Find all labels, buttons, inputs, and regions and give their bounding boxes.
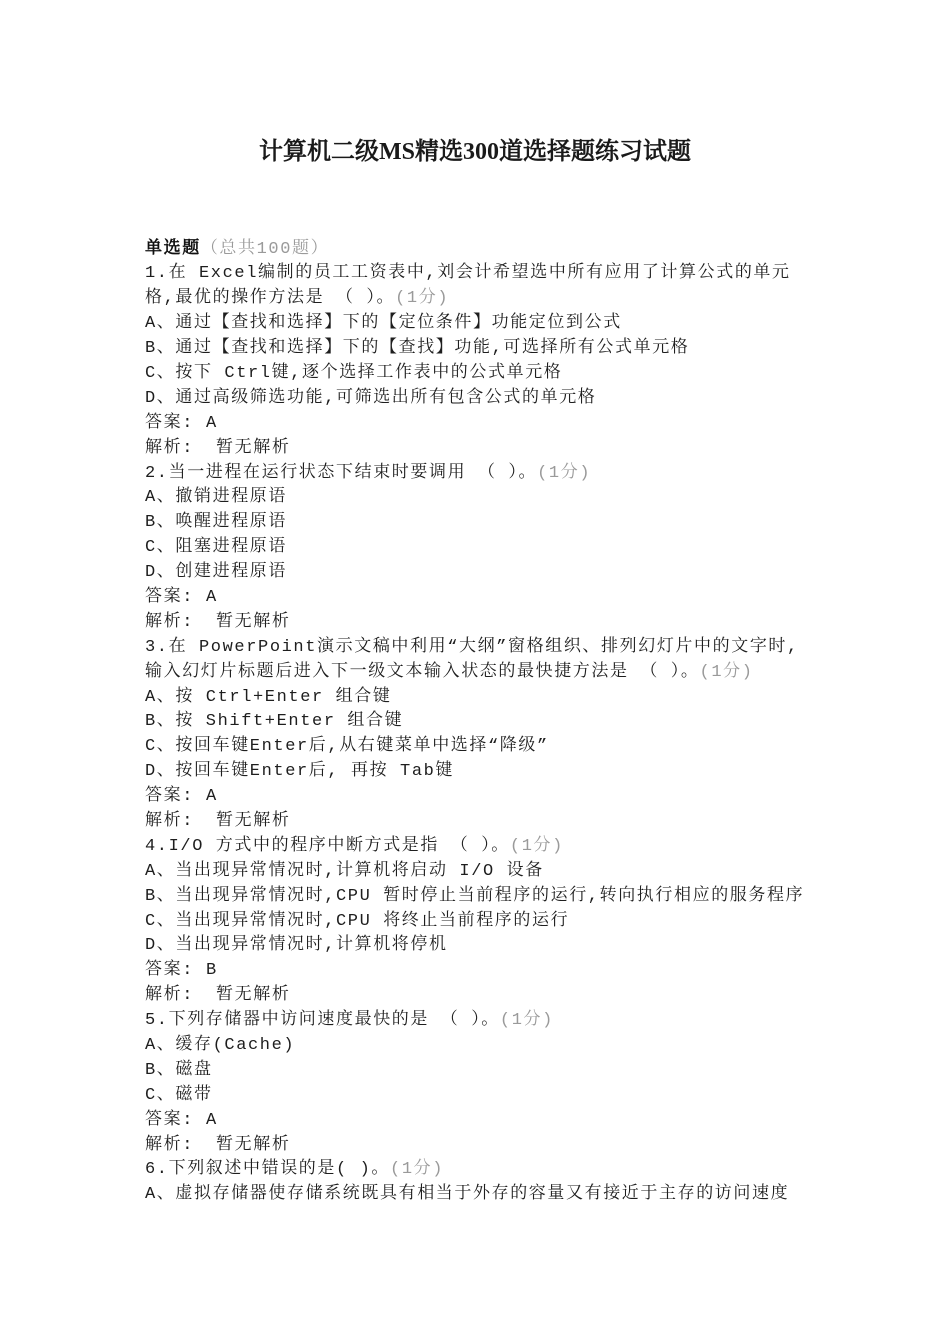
question-2-option-b: B、唤醒进程原语	[145, 513, 288, 533]
question-6-option-a: A、虚拟存储器使存储系统既具有相当于外存的容量又有接近于主存的访问速度	[145, 1185, 790, 1205]
question-score: (1分)	[537, 463, 592, 483]
question-2-option-d: D、创建进程原语	[145, 563, 288, 583]
question-5-option-b: B、磁盘	[145, 1060, 213, 1080]
question-list	[145, 238, 935, 1209]
analysis-label: 解析:	[145, 811, 195, 831]
question-4-analysis-line	[145, 984, 935, 1009]
question-2-option-a: A、撤销进程原语	[145, 488, 288, 508]
answer-label: 答案:	[145, 787, 195, 807]
answer-label: 答案:	[145, 587, 195, 607]
question-4-stem-line	[145, 835, 935, 860]
question-score: (1分)	[509, 836, 564, 856]
question-3-stem-line	[145, 661, 935, 686]
question-3-stem-line	[145, 636, 935, 661]
question-1-option-a: A、通过【查找和选择】下的【定位条件】功能定位到公式	[145, 314, 622, 334]
question-5-option-c: C、磁带	[145, 1085, 213, 1105]
question-3-analysis-line	[145, 810, 935, 835]
question-1-analysis-line	[145, 437, 935, 462]
question-1-stem-line	[145, 262, 935, 287]
question-4-option-b: B、当出现异常情况时,CPU 暂时停止当前程序的运行,转向执行相应的服务程序	[145, 886, 805, 906]
answer-label: 答案:	[145, 413, 195, 433]
answer-value: A	[206, 787, 218, 807]
question-4-option-a: A、当出现异常情况时,计算机将启动 I/O 设备	[145, 861, 544, 881]
question-5-option-a: A、缓存(Cache)	[145, 1036, 296, 1055]
question-4-option-d: D、当出现异常情况时,计算机将停机	[145, 936, 448, 956]
question-stem-text: 6.下列叙述中错误的是( )。	[145, 1160, 391, 1180]
question-2-answer-line	[145, 586, 935, 611]
question-2-stem-line	[145, 462, 935, 487]
question-6-stem-line	[145, 1158, 935, 1183]
section-count-note: （总共100题）	[200, 239, 330, 259]
answer-value: B	[206, 961, 218, 981]
question-5-stem-line	[145, 1009, 935, 1034]
answer-value: A	[206, 413, 218, 433]
section-label: 单选题	[145, 239, 201, 259]
question-1-option-d: D、通过高级筛选功能,可筛选出所有包含公式的单元格	[145, 388, 597, 408]
question-stem-text: 格,最优的操作方法是 （ ）。	[145, 289, 396, 309]
question-5-answer-line	[145, 1109, 935, 1134]
question-2-analysis-line	[145, 611, 935, 636]
analysis-text: 暂无解析	[216, 438, 291, 458]
question-3-option-c: C、按回车键Enter后,从右键菜单中选择“降级”	[145, 737, 549, 757]
question-4-answer-line	[145, 959, 935, 984]
document-title: 计算机二级MS精选300道选择题练习试题	[259, 139, 691, 165]
question-score: (1分)	[699, 662, 754, 682]
question-score: (1分)	[395, 289, 450, 309]
analysis-label: 解析:	[145, 612, 195, 632]
answer-value: A	[206, 587, 218, 607]
question-4-option-c: C、当出现异常情况时,CPU 将终止当前程序的运行	[145, 911, 570, 931]
question-5-analysis-line	[145, 1134, 935, 1159]
question-stem-text: 5.下列存储器中访问速度最快的是 （ ）。	[145, 1011, 500, 1031]
section-header	[145, 238, 935, 263]
question-3-option-d: D、按回车键Enter后, 再按 Tab键	[145, 762, 455, 782]
question-1-stem-line	[145, 287, 935, 312]
question-3-option-a: A、按 Ctrl+Enter 组合键	[145, 687, 392, 707]
question-score: (1分)	[390, 1160, 445, 1180]
analysis-label: 解析:	[145, 986, 195, 1006]
question-1-option-b: B、通过【查找和选择】下的【查找】功能,可选择所有公式单元格	[145, 339, 690, 359]
answer-label: 答案:	[145, 961, 195, 981]
question-stem-text: 1.在 Excel编制的员工工资表中,刘会计希望选中所有应用了计算公式的单元	[145, 264, 791, 284]
analysis-text: 暂无解析	[216, 986, 291, 1006]
analysis-text: 暂无解析	[216, 1135, 291, 1155]
question-stem-text: 3.在 PowerPoint演示文稿中利用“大纲”窗格组织、排列幻灯片中的文字时,	[145, 637, 799, 657]
question-score: (1分)	[499, 1011, 554, 1031]
question-1-answer-line	[145, 412, 935, 437]
answer-value: A	[206, 1110, 218, 1130]
answer-label: 答案:	[145, 1110, 195, 1130]
analysis-text: 暂无解析	[216, 811, 291, 831]
question-3-answer-line	[145, 785, 935, 810]
analysis-label: 解析:	[145, 1135, 195, 1155]
analysis-label: 解析:	[145, 438, 195, 458]
question-stem-text: 输入幻灯片标题后进入下一级文本输入状态的最快捷方法是 （ ）。	[145, 662, 700, 682]
question-1-option-c: C、按下 Ctrl键,逐个选择工作表中的公式单元格	[145, 363, 563, 383]
analysis-text: 暂无解析	[216, 612, 291, 632]
question-2-option-c: C、阻塞进程原语	[145, 538, 288, 558]
question-3-option-b: B、按 Shift+Enter 组合键	[145, 712, 404, 732]
question-stem-text: 2.当一进程在运行状态下结束时要调用 （ ）。	[145, 463, 538, 483]
question-stem-text: 4.I/O 方式中的程序中断方式是指 （ ）。	[145, 836, 510, 856]
